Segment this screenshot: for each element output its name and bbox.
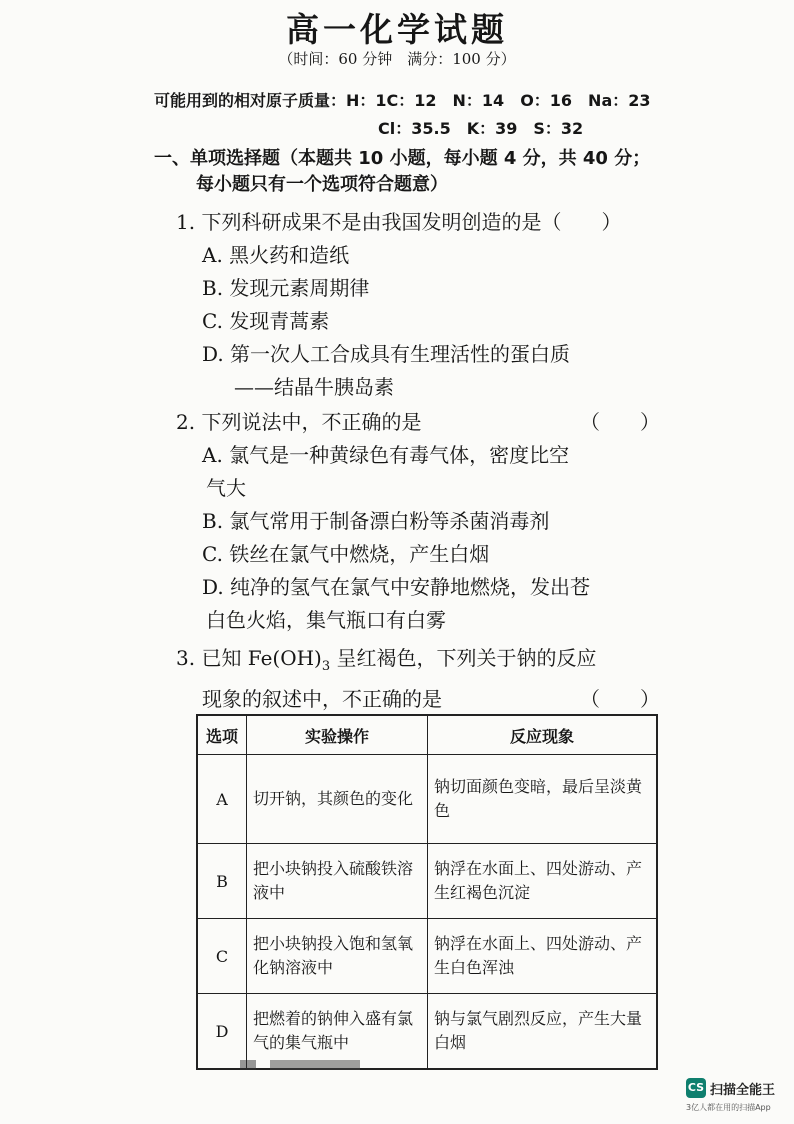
question-3: [176, 642, 660, 716]
reaction-table: [196, 714, 658, 1070]
question-2: [176, 406, 660, 637]
question-2-stem-text: 2. 下列说法中，不正确的是: [176, 410, 422, 434]
question-2-option-d: D. 纯净的氢气在氯气中安静地燃烧，发出苍: [202, 575, 591, 599]
exam-subtitle: （时间：60 分钟 满分：100 分）: [278, 50, 516, 68]
table-cell-operation: 把小块钠投入饱和氢氧化钠溶液中: [247, 919, 428, 994]
section-heading: [154, 146, 714, 198]
table-cell-operation: 切开钠，其颜色的变化: [247, 755, 428, 844]
table-row: [197, 919, 657, 994]
scanner-watermark: [686, 1076, 786, 1116]
question-1-option-c: C. 发现青蒿素: [202, 309, 330, 333]
atomic-mass-line-2: Cl：35.5 K：39 S：32: [378, 119, 584, 138]
table-cell-phenomenon: 钠浮在水面上、四处游动、产生红褐色沉淀: [428, 844, 658, 919]
question-1-option-d-cont: ——结晶牛胰岛素: [234, 375, 394, 399]
table-cell-option: B: [197, 844, 247, 919]
table-cell-phenomenon: 钠与氯气剧烈反应，产生大量白烟: [428, 994, 658, 1070]
table-header-operation: 实验操作: [247, 715, 428, 755]
question-2-answer-paren: （ ）: [580, 410, 660, 434]
table-cell-phenomenon: 钠浮在水面上、四处游动、产生白色浑浊: [428, 919, 658, 994]
exam-title: 高一化学试题: [286, 10, 508, 49]
question-3-stem-pre: 3. 已知 Fe(OH): [176, 646, 322, 670]
camscanner-logo-icon: CS: [686, 1078, 706, 1098]
section-heading-text: 一、单项选择题（本题共 10 小题，每小题 4 分，共 40 分；: [154, 148, 651, 169]
section-heading-cont: 每小题只有一个选项符合题意）: [196, 174, 448, 195]
table-row: [197, 844, 657, 919]
table-cell-option: D: [197, 994, 247, 1070]
table-row: [197, 994, 657, 1070]
question-3-stem-post: 呈红褐色，下列关于钠的反应: [330, 646, 597, 670]
question-2-option-a: A. 氯气是一种黄绿色有毒气体，密度比空: [202, 443, 570, 467]
table-cell-operation: 把小块钠投入硫酸铁溶液中: [247, 844, 428, 919]
question-2-option-b: B. 氯气常用于制备漂白粉等杀菌消毒剂: [202, 509, 550, 533]
watermark-tagline: 3亿人都在用的扫描App: [686, 1103, 771, 1112]
question-1-option-a: A. 黑火药和造纸: [202, 243, 350, 267]
question-1-stem: 1. 下列科研成果不是由我国发明创造的是（ ）: [176, 210, 622, 234]
table-header-row: [197, 715, 657, 755]
watermark-app-name: 扫描全能王: [710, 1083, 776, 1098]
atomic-mass-line-1: 可能用到的相对原子质量：H：1C：12 N：14 O：16 Na：23: [154, 91, 651, 110]
table-cell-phenomenon: 钠切面颜色变暗，最后呈淡黄色: [428, 755, 658, 844]
table-row: [197, 755, 657, 844]
question-3-stem: [176, 642, 660, 683]
question-3-stem-cont: 现象的叙述中，不正确的是: [202, 687, 442, 711]
table-header-phenomenon: 反应现象: [428, 715, 658, 755]
question-1-option-b: B. 发现元素周期律: [202, 276, 370, 300]
question-2-option-a-cont: 气大: [206, 476, 246, 500]
question-3-stem-sub: 3: [321, 659, 331, 674]
table-cell-operation: 把燃着的钠伸入盛有氯气的集气瓶中: [247, 994, 428, 1070]
question-2-option-c: C. 铁丝在氯气中燃烧，产生白烟: [202, 542, 490, 566]
question-3-stem-cont-line: [176, 683, 660, 716]
question-1-option-d: D. 第一次人工合成具有生理活性的蛋白质: [202, 342, 571, 366]
question-2-stem: [176, 406, 660, 439]
table-header-option: 选项: [197, 715, 247, 755]
table-cell-option: A: [197, 755, 247, 844]
question-2-option-d-cont: 白色火焰，集气瓶口有白雾: [206, 608, 446, 632]
table-cell-option: C: [197, 919, 247, 994]
cut-off-text-fragment: [210, 1060, 410, 1070]
question-3-answer-paren: （ ）: [580, 687, 660, 711]
question-1: [176, 206, 660, 404]
